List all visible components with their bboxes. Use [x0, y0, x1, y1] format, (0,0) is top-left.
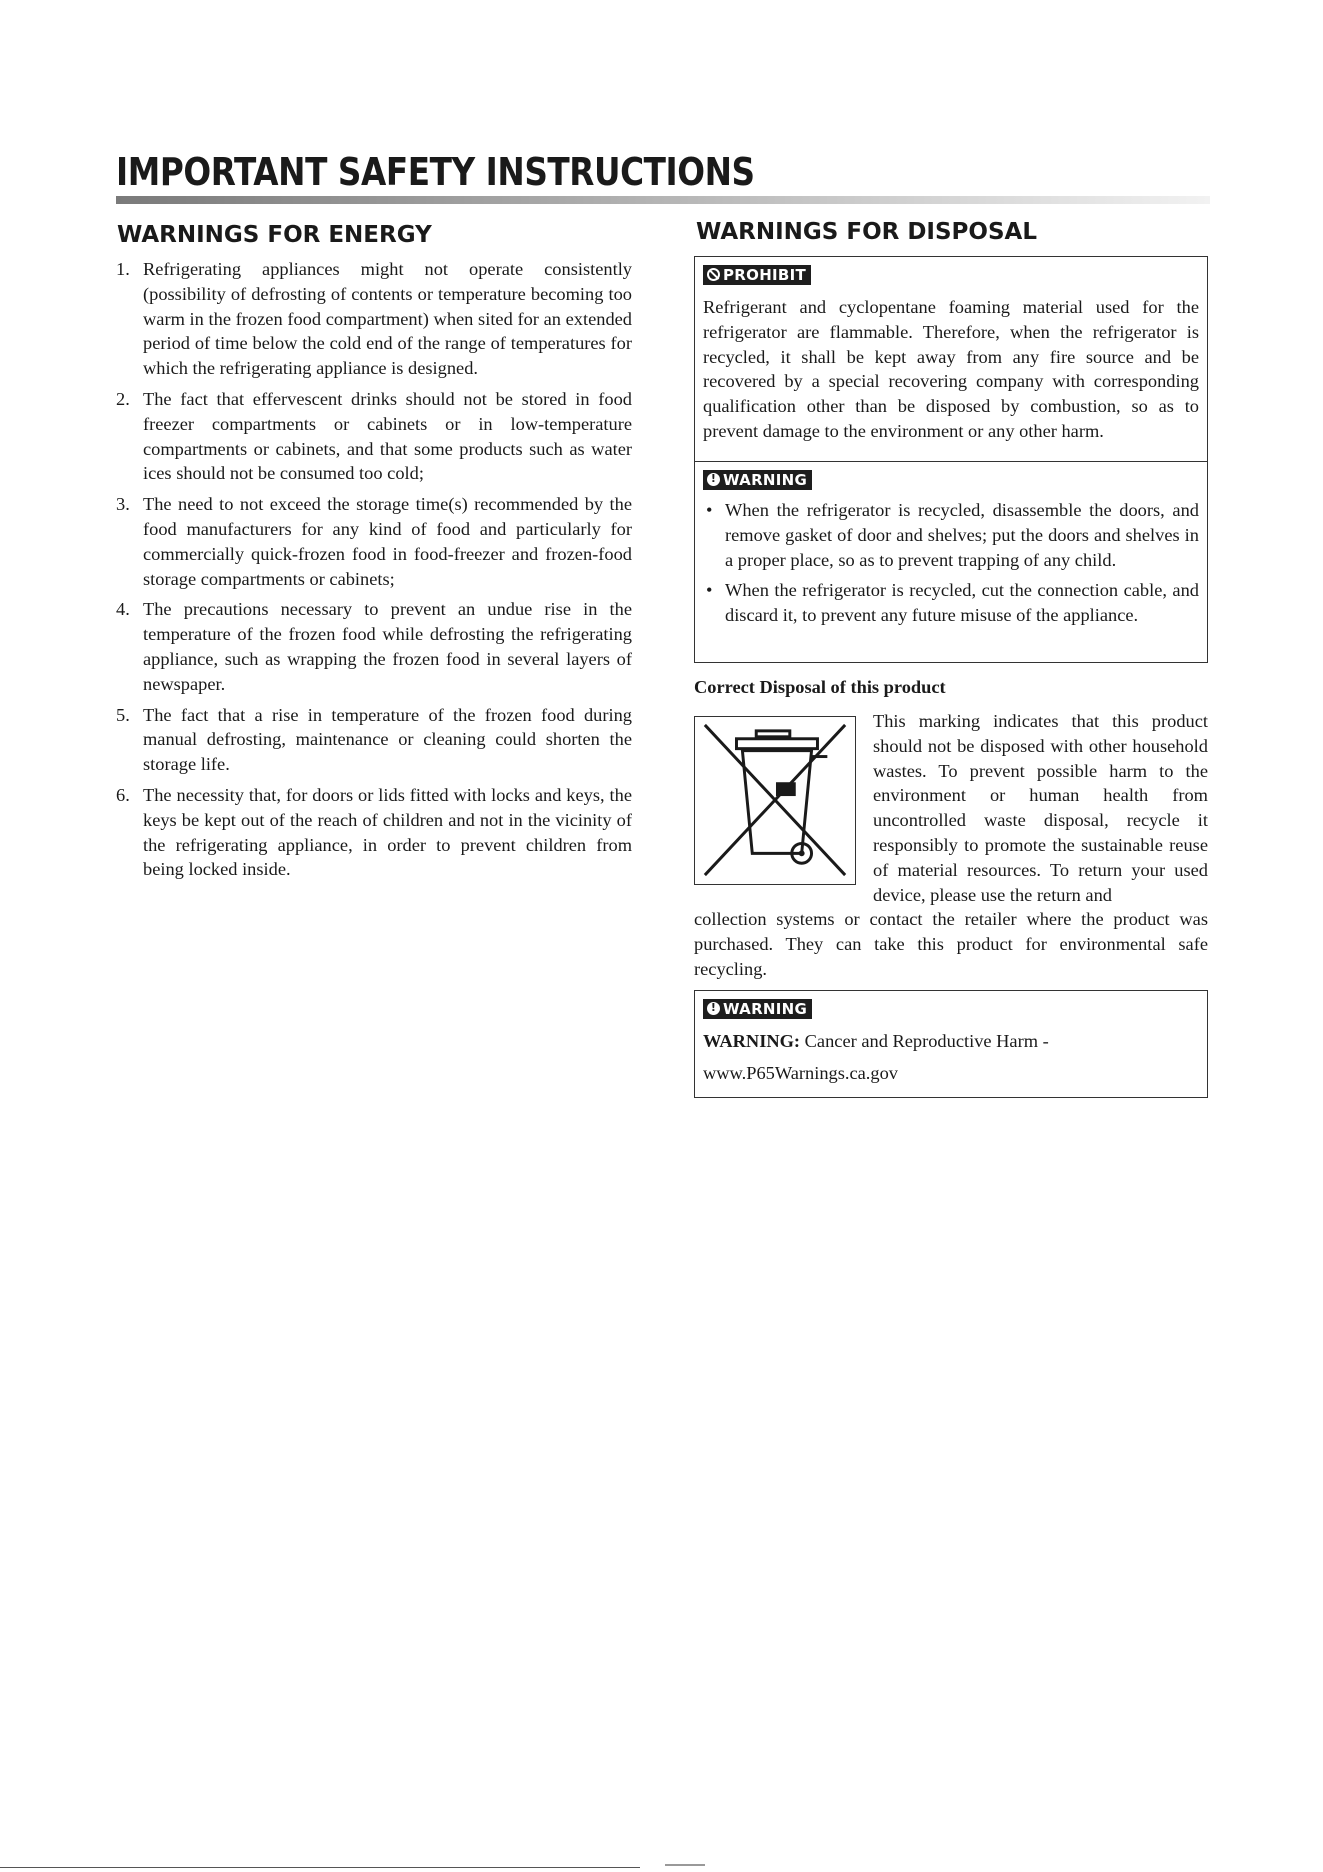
footer-rule — [0, 1867, 640, 1868]
prop65-message: Cancer and Reproductive Harm - — [800, 1031, 1049, 1051]
warning-badge — [703, 999, 812, 1019]
warning-label: WARNING — [723, 471, 808, 489]
item-text: Refrigerating appliances might not operate consistently (possibility of defrosting of contents or temperature becoming too warm in the frozen food compartment) when sited for an extended period of time below the cold end of the range of temperatures for which the refrigerating appliance is designed. — [143, 259, 632, 379]
prohibit-icon — [707, 268, 720, 281]
item-number: 4. — [116, 599, 130, 620]
prohibit-section — [695, 257, 1207, 461]
crossed-out-wheelie-bin-icon — [694, 716, 856, 885]
prop65-section — [695, 991, 1207, 1089]
item-number: 2. — [116, 388, 130, 409]
weee-description: This marking indicates that this product should not be disposed with other household wastes. To prevent possible harm to the environment or human health from uncontrolled waste disposal, recycle it responsibly to promote the sustainable reuse of material resources. To return your used device, please use the return and — [873, 711, 1208, 905]
warning-label: WARNING — [723, 1000, 808, 1018]
prop65-text — [703, 1025, 1199, 1089]
energy-heading: WARNINGS FOR ENERGY — [117, 222, 432, 248]
page-title: IMPORTANT SAFETY INSTRUCTIONS — [116, 150, 755, 194]
energy-item — [116, 387, 632, 486]
bullet-icon: • — [706, 580, 713, 601]
prop65-warning-box — [694, 990, 1208, 1098]
item-number: 6. — [116, 784, 130, 805]
disposal-warning-section — [695, 461, 1207, 676]
item-text: The fact that a rise in temperature of the frozen food during manual defrosting, maintenance or cleaning could shorten the storage life. — [143, 704, 632, 775]
energy-item — [116, 257, 632, 381]
item-text: The need to not exceed the storage time(s) recommended by the food manufacturers for any kind of food and particularly for commercially quick-frozen food in food-freezer and frozen-food storage compartments or cabinets; — [143, 494, 632, 589]
exclamation-icon — [707, 1002, 720, 1015]
prohibit-text: Refrigerant and cyclopentane foaming material used for the refrigerator are flammable. Therefore, when the refrigerator is recycled, it shall be kept away from any fire source and be recovered by a special recovering company with corresponding qualification other than be disposed by combustion, so as to prevent damage to the environment or any other harm. — [703, 297, 1199, 441]
disposal-warning-box — [694, 256, 1208, 663]
item-text: The precautions necessary to prevent an undue rise in the temperature of the frozen food while defrosting the refrigerating appliance, such as wrapping the frozen food in several layers of newspaper. — [143, 599, 632, 694]
disposal-heading: WARNINGS FOR DISPOSAL — [696, 219, 1037, 245]
bullet-text: When the refrigerator is recycled, cut the connection cable, and discard it, to prevent any future misuse of the appliance. — [725, 580, 1199, 626]
footer-mark — [665, 1864, 705, 1866]
item-text: The fact that effervescent drinks should not be stored in food freezer compartments or cabinets or in low-temperature compartments or cabinets, and that some products such as water ices should not be consumed too cold; — [143, 388, 632, 484]
prop65-url: www.P65Warnings.ca.gov — [703, 1063, 898, 1083]
exclamation-icon — [707, 473, 720, 486]
disposal-bullets — [703, 498, 1199, 628]
warning-badge — [703, 470, 812, 490]
prohibit-label: PROHIBIT — [723, 266, 807, 284]
bullet-icon: • — [706, 500, 713, 520]
weee-description-continued: collection systems or contact the retailer where the product was purchased. They can take this product for environmental safe recycling. — [694, 909, 1208, 979]
correct-disposal-heading: Correct Disposal of this product — [694, 677, 946, 697]
item-number: 3. — [116, 494, 130, 515]
title-rule — [116, 196, 1210, 204]
bullet-item — [703, 578, 1199, 628]
item-number: 5. — [116, 704, 130, 725]
energy-list — [116, 257, 632, 888]
item-text: The necessity that, for doors or lids fitted with locks and keys, the keys be kept out of the reach of children and not in the vicinity of the refrigerating appliance, in order to prevent children from being locked inside. — [143, 784, 632, 880]
energy-item — [116, 597, 632, 696]
energy-item — [116, 783, 632, 882]
bullet-text: When the refrigerator is recycled, disassemble the doors, and remove gasket of door and shelves; put the doors and shelves in a proper place, so as to prevent trapping of any child. — [725, 500, 1199, 570]
energy-item — [116, 492, 632, 591]
prop65-lead: WARNING: — [703, 1031, 801, 1051]
bullet-item — [703, 498, 1199, 572]
prohibit-badge — [703, 265, 811, 285]
energy-item — [116, 703, 632, 777]
item-number: 1. — [116, 259, 130, 279]
